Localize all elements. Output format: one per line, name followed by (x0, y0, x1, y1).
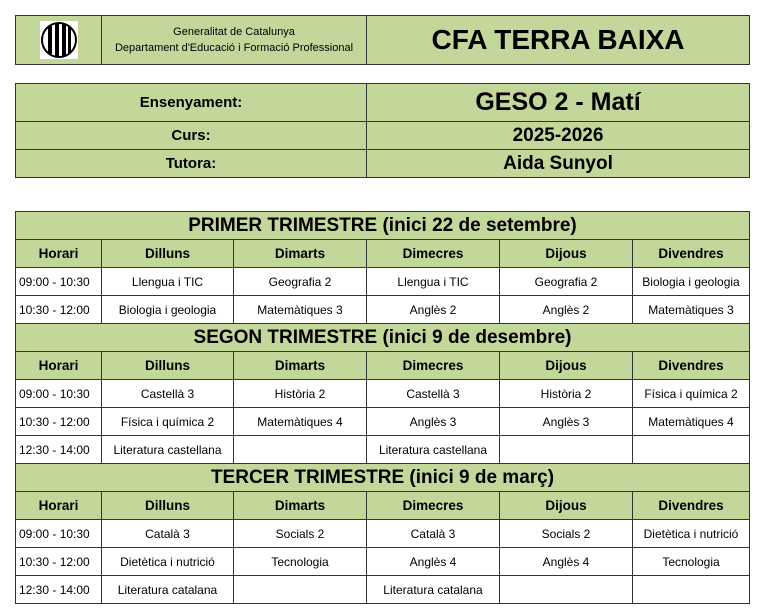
subject-cell: Anglès 4 (367, 548, 500, 576)
generalitat-emblem-icon (40, 21, 78, 59)
subject-cell: Anglès 2 (500, 296, 633, 324)
subject-cell: Matemàtiques 3 (234, 296, 367, 324)
time-cell: 12:30 - 14:00 (16, 436, 102, 464)
tutora-value: Aida Sunyol (367, 150, 750, 178)
column-header-row (16, 352, 750, 380)
subject-cell (500, 436, 633, 464)
subject-cell: Anglès 2 (367, 296, 500, 324)
subject-cell: Anglès 4 (500, 548, 633, 576)
table-row (16, 520, 750, 548)
subject-cell: Català 3 (367, 520, 500, 548)
column-header: Dijous (500, 240, 633, 268)
subject-cell (633, 436, 750, 464)
table-row (16, 380, 750, 408)
subject-cell: Biologia i geologia (633, 268, 750, 296)
column-header: Horari (16, 352, 102, 380)
column-header: Divendres (633, 240, 750, 268)
tutora-label: Tutora: (16, 150, 367, 178)
subject-cell: Literatura castellana (102, 436, 234, 464)
column-header: Dimecres (367, 352, 500, 380)
subject-cell: Física i química 2 (102, 408, 234, 436)
schedule-table (15, 211, 750, 604)
subject-cell: Geografia 2 (234, 268, 367, 296)
column-header: Dimecres (367, 240, 500, 268)
ensenyament-label: Ensenyament: (16, 84, 367, 122)
column-header: Horari (16, 240, 102, 268)
school-name: CFA TERRA BAIXA (367, 16, 750, 65)
subject-cell: Castellà 3 (367, 380, 500, 408)
column-header: Dimarts (234, 240, 367, 268)
subject-cell: Biologia i geologia (102, 296, 234, 324)
subject-cell: Física i química 2 (633, 380, 750, 408)
column-header: Dilluns (102, 352, 234, 380)
subject-cell: Anglès 3 (500, 408, 633, 436)
column-header: Dilluns (102, 240, 234, 268)
subject-cell (234, 576, 367, 604)
time-cell: 09:00 - 10:30 (16, 520, 102, 548)
subject-cell: Matemàtiques 4 (633, 408, 750, 436)
curs-label: Curs: (16, 122, 367, 150)
organization-name: Generalitat de Catalunya Departament d'Educació i Formació Professional (102, 16, 367, 65)
column-header: Dijous (500, 492, 633, 520)
trimester-title: PRIMER TRIMESTRE (inici 22 de setembre) (16, 212, 750, 240)
subject-cell: Literatura catalana (367, 576, 500, 604)
table-row (16, 408, 750, 436)
subject-cell: Història 2 (500, 380, 633, 408)
subject-cell: Tecnologia (633, 548, 750, 576)
subject-cell: Anglès 3 (367, 408, 500, 436)
subject-cell: Literatura castellana (367, 436, 500, 464)
subject-cell: Geografia 2 (500, 268, 633, 296)
subject-cell: Llengua i TIC (367, 268, 500, 296)
table-row (16, 576, 750, 604)
ensenyament-value: GESO 2 - Matí (367, 84, 750, 122)
table-row (16, 548, 750, 576)
subject-cell (633, 576, 750, 604)
column-header-row (16, 240, 750, 268)
column-header: Dijous (500, 352, 633, 380)
subject-cell: Llengua i TIC (102, 268, 234, 296)
column-header: Dimecres (367, 492, 500, 520)
time-cell: 09:00 - 10:30 (16, 268, 102, 296)
column-header: Divendres (633, 352, 750, 380)
trimester-title: TERCER TRIMESTRE (inici 9 de març) (16, 464, 750, 492)
trimester-title: SEGON TRIMESTRE (inici 9 de desembre) (16, 324, 750, 352)
curs-value: 2025-2026 (367, 122, 750, 150)
subject-cell: Dietètica i nutrició (633, 520, 750, 548)
subject-cell: Literatura catalana (102, 576, 234, 604)
column-header-row (16, 492, 750, 520)
time-cell: 10:30 - 12:00 (16, 548, 102, 576)
column-header: Dilluns (102, 492, 234, 520)
subject-cell: Matemàtiques 3 (633, 296, 750, 324)
subject-cell: Dietètica i nutrició (102, 548, 234, 576)
info-table (15, 83, 750, 178)
subject-cell: Català 3 (102, 520, 234, 548)
table-row (16, 268, 750, 296)
time-cell: 12:30 - 14:00 (16, 576, 102, 604)
subject-cell (234, 436, 367, 464)
column-header: Divendres (633, 492, 750, 520)
subject-cell: Història 2 (234, 380, 367, 408)
time-cell: 09:00 - 10:30 (16, 380, 102, 408)
subject-cell: Matemàtiques 4 (234, 408, 367, 436)
subject-cell: Socials 2 (500, 520, 633, 548)
column-header: Horari (16, 492, 102, 520)
subject-cell (500, 576, 633, 604)
time-cell: 10:30 - 12:00 (16, 408, 102, 436)
subject-cell: Castellà 3 (102, 380, 234, 408)
table-row (16, 296, 750, 324)
generalitat-logo (16, 16, 102, 65)
subject-cell: Tecnologia (234, 548, 367, 576)
table-row (16, 436, 750, 464)
time-cell: 10:30 - 12:00 (16, 296, 102, 324)
column-header: Dimarts (234, 352, 367, 380)
header-table (15, 15, 750, 65)
column-header: Dimarts (234, 492, 367, 520)
subject-cell: Socials 2 (234, 520, 367, 548)
